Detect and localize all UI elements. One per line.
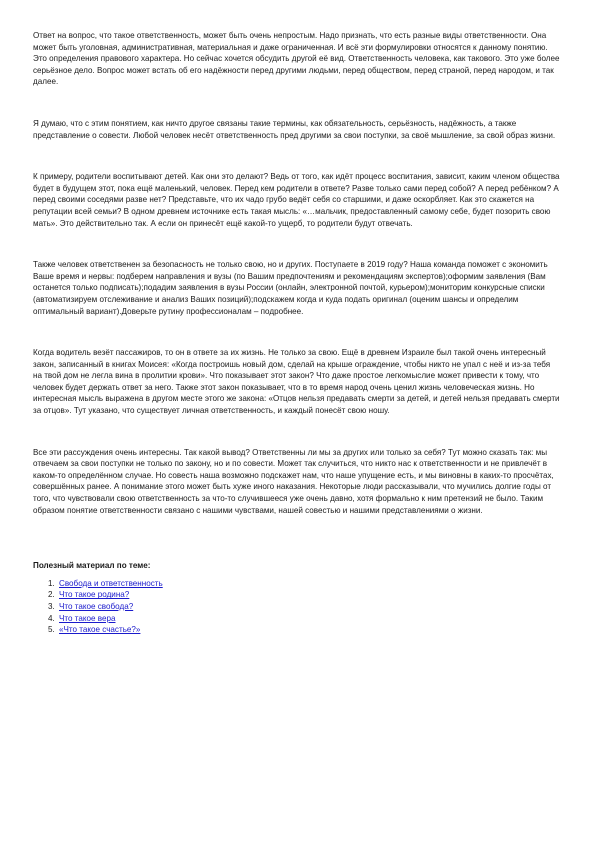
paragraph-3: К примеру, родители воспитывают детей. Как они это делают? Ведь от того, как идёт процесс воспитания, зависит, каким членом общества будет в будущем этот, пока ещё маленький, человек. Перед кем родители в ответе? Разве только сами перед собой? А перед ребёнком? А перед своими соседями разве нет? Представьте, что их чадо грубо ведёт себя со старшими, и даже оскорбляет. Как это скажется на репутации всей семьи? В одном древнем источнике есть такая мысль: «…мальчик, предоставленный самому себе, будет позорить свою мать». Это действительно так. А если он принесёт ещё какой-то ущерб, то родители будут отвечать. [33, 172, 560, 228]
list-item [57, 601, 561, 613]
paragraph-1: Ответ на вопрос, что такое ответственность, может быть очень непростым. Надо признать, что есть разные виды ответственности. Она может быть уголовная, административная, материальная и даже ограниченная. И всё эти формулировки относятся к данному понятию. Это определения правового характера. Но сейчас хочется обсудить другой её вид. Ответственность человека, как такового. Это уже более серьёзное дело. Вопрос может встать об его надёжности перед другими людьми, перед обществом, перед страной, перед народом, и так далее. [33, 31, 560, 87]
paragraph-5: Когда водитель везёт пассажиров, то он в ответе за их жизнь. Не только за свою. Ещё в древнем Израиле был такой очень интересный закон, записанный в книгах Моисея: «Когда построишь новый дом, сделай на крыше ограждение, чтобы никто не упал с неё и из-за тебя на твой дом не легла вина в пролитии крови». Что показывает этот закон? Что даже простое легкомыслие может привести к тому, что человек будет держать ответ за него. Также этот закон показывает, что в то время народ очень ценил жизнь человеческая жизнь. Но интересная мысль выражена в другом месте этого же закона: «Отцов нельзя предавать смерти за детей, и детей нельзя предавать смерти за отцов». Тут указано, что существует личная ответственность, и каждый понесёт свою ношу. [33, 348, 560, 416]
link-what-is-homeland[interactable]: Что такое родина? [59, 590, 130, 600]
link-what-is-faith[interactable]: Что такое вера [59, 613, 116, 623]
useful-material-section [33, 560, 561, 636]
paragraph-6: Все эти рассуждения очень интересны. Так какой вывод? Ответственны ли мы за других или только за себя? Тут можно сказать так: мы отвечаем за свои поступки не только по закону, но и по совести. Может так случиться, что никто нас к ответственности и не привлечёт в каком-то определённом случае. Но совесть наша возможно подскажет нам, что наше упущение есть, и мы виновны в каких-то просчётах, совершённых ранее. А понимание этого может быть хуже иного наказания. Некоторые люди рассказывали, что мучились долгие годы от того, что чувствовали свою ответственность за что-то случившееся уже очень давно, хотя формально к ним претензий не было. Таким образом понятие ответственности связано с нашими чувствами, нашей совестью и нашими представлениями о жизни. [33, 447, 554, 515]
link-what-is-happiness[interactable]: «Что такое счастье?» [59, 625, 141, 635]
document-page [33, 30, 561, 636]
list-item [57, 613, 561, 625]
link-freedom-responsibility[interactable]: Свобода и ответственность [59, 578, 163, 588]
list-item [57, 589, 561, 601]
link-what-is-freedom[interactable]: Что такое свобода? [59, 602, 134, 611]
useful-material-heading: Полезный материал по теме: [33, 561, 151, 571]
list-item [57, 578, 561, 590]
paragraph-2: Я думаю, что с этим понятием, как ничто другое связаны такие термины, как обязательность, серьёзность, надёжность, а также представление о совести. Любой человек несёт ответственность пред другими за свои поступки, за своё мышление, за свой образ жизни. [33, 118, 556, 140]
paragraph-4: Также человек ответственен за безопасность не только свою, но и других. Поступаете в 2019 году? Наша команда поможет с экономить Ваше время и нервы: подберем направления и вузы (по Вашим предпочтениям и рекомендациям экспертов);оформим заявления (Вам останется только подписать);подадим заявления в вузы России (онлайн, электронной почтой, курьером);мониторим конкурсные списки (автоматизируем отслеживание и анализ Ваших позиций);подскажем когда и куда подать оригинал (оценим шансы и определим оптимальный вариант).Доверьте рутину профессионалам – подробнее. [33, 260, 548, 316]
related-links-list [33, 578, 561, 636]
list-item [57, 624, 561, 636]
